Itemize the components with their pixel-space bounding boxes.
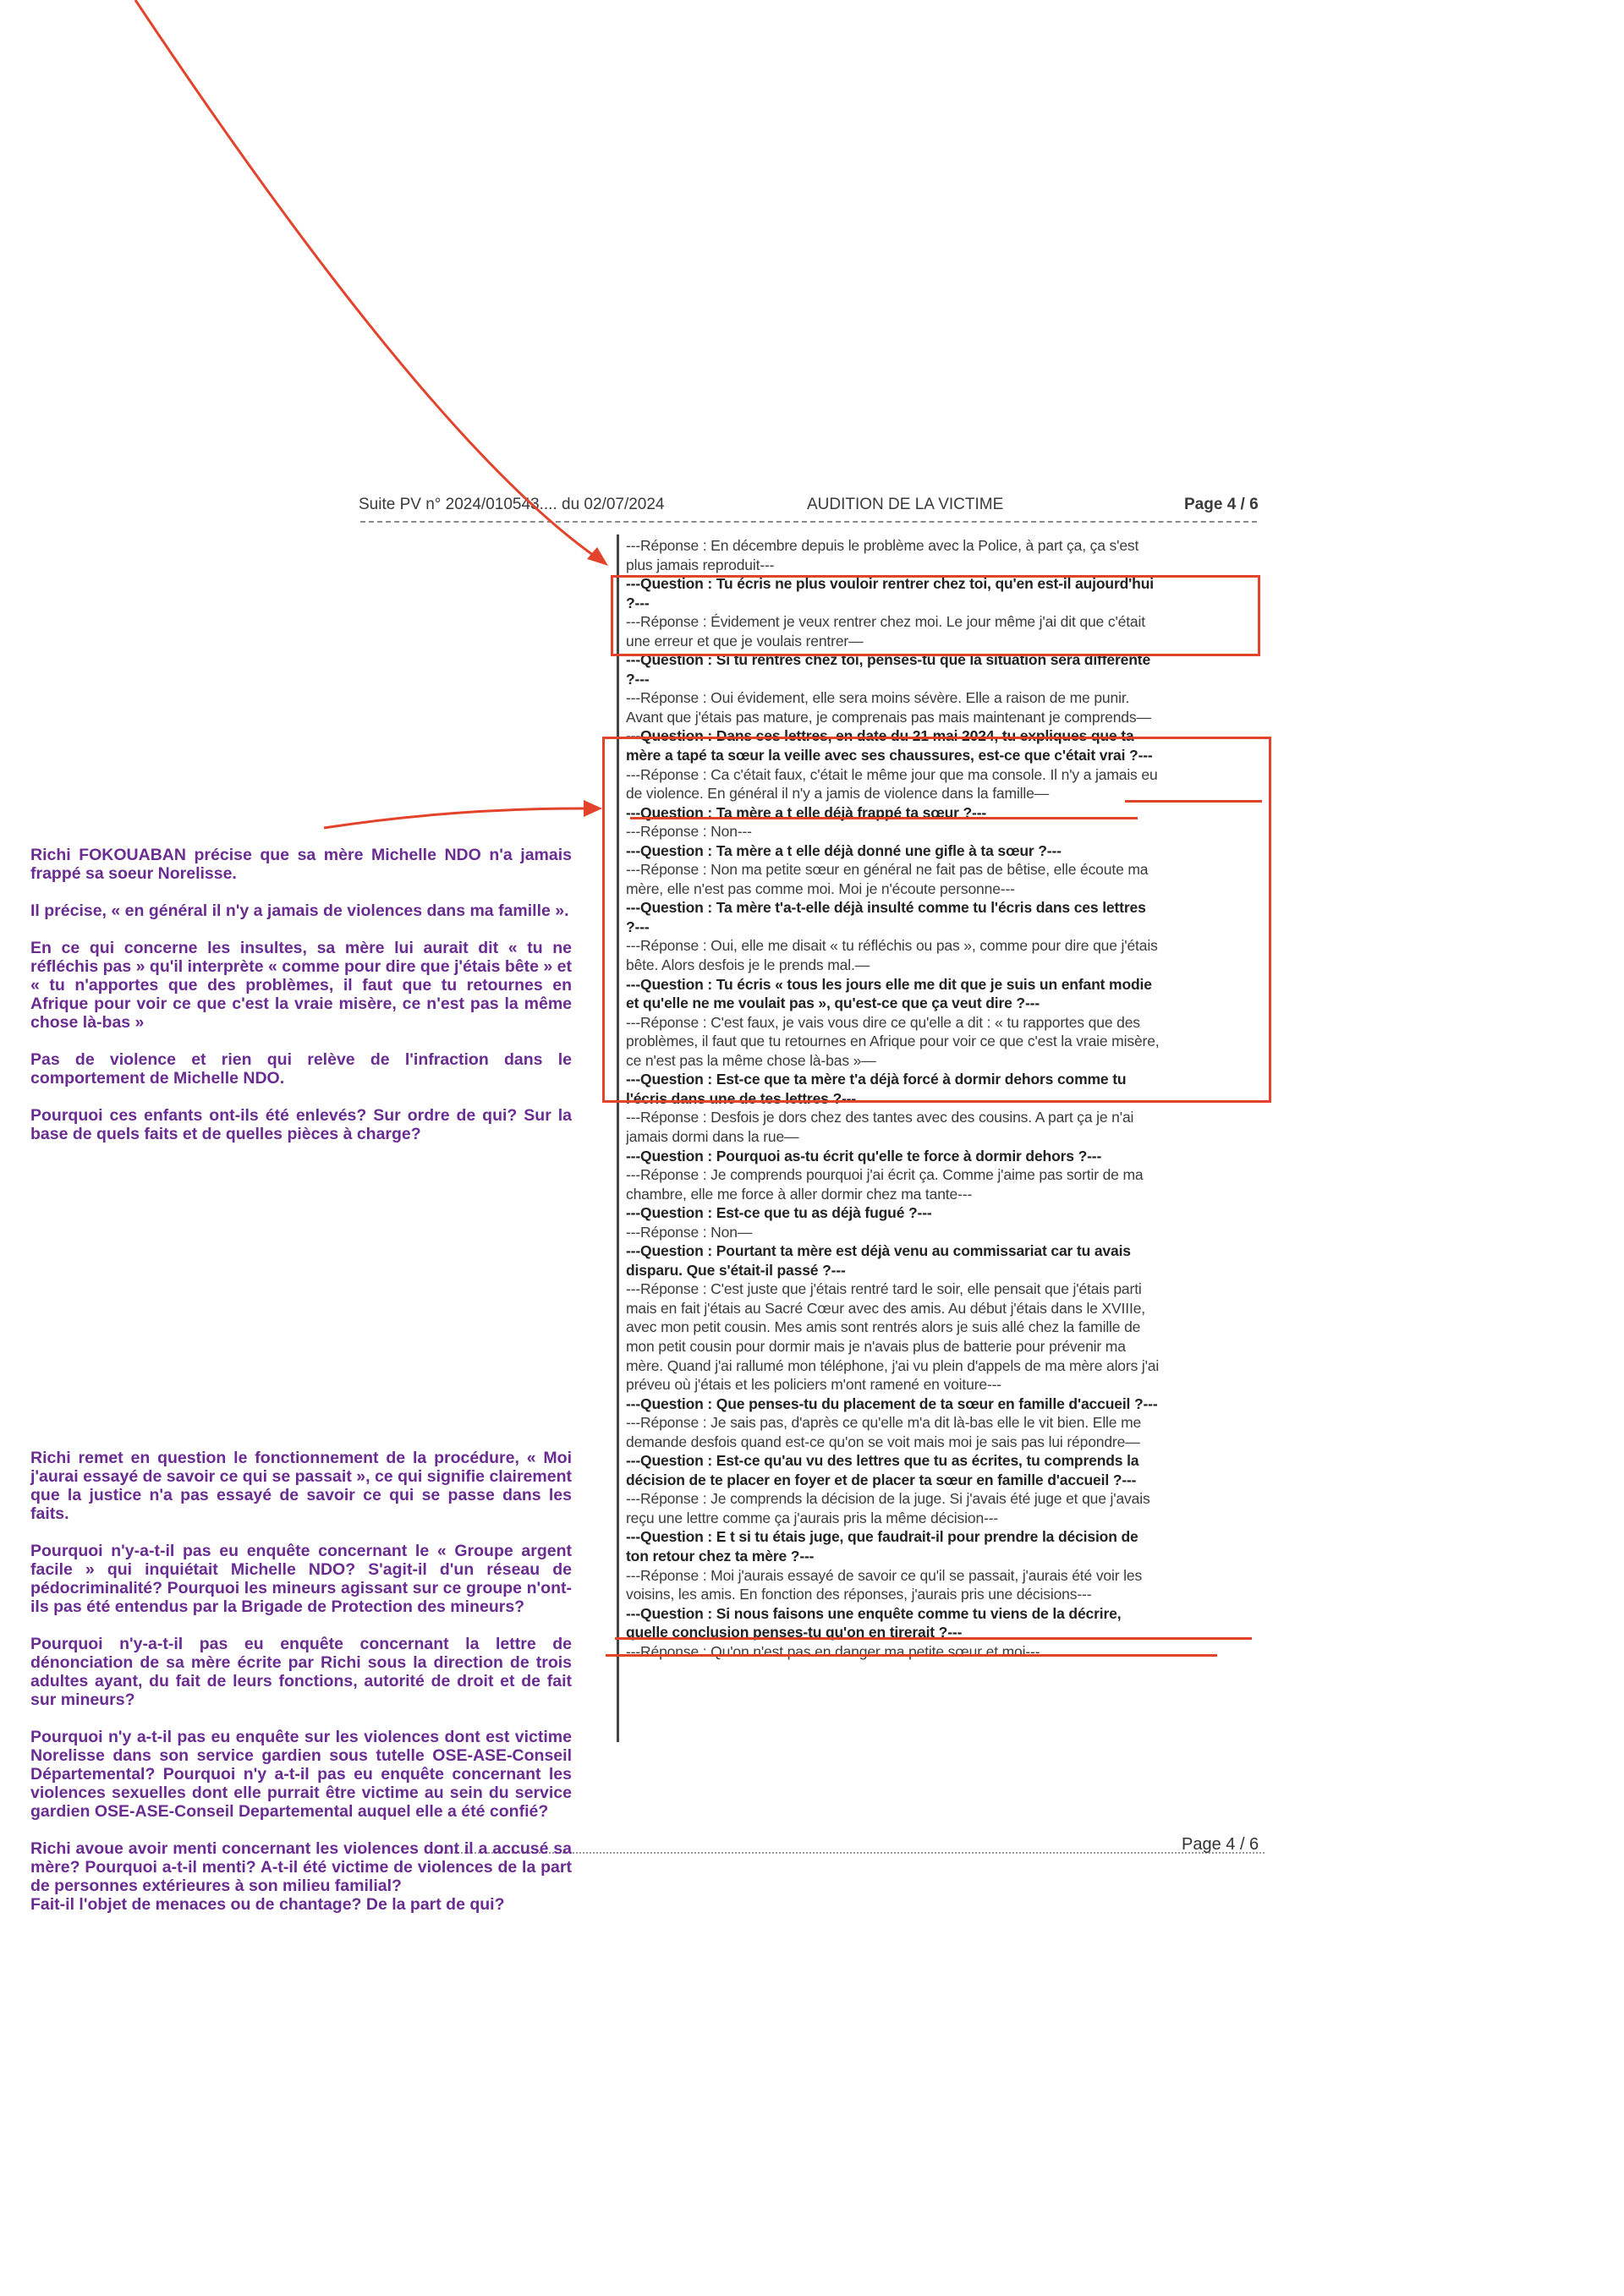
transcript-answer-line: ---Réponse : Je sais pas, d'après ce qu'elle m'a dit là-bas elle le vit bien. Elle me [626, 1414, 1142, 1432]
commentary-paragraph: Pourquoi ces enfants ont-ils été enlevés? Sur ordre de qui? Sur la base de quels faits et de quelles pièces à charge? [30, 1106, 572, 1143]
transcript-question-line: ?--- [626, 670, 650, 688]
transcript-question-line: disparu. Que s'était-il passé ?--- [626, 1261, 846, 1279]
transcript-question-line: ---Question : Pourquoi as-tu écrit qu'elle te force à dormir dehors ?--- [626, 1147, 1102, 1164]
transcript-question-line: ---Question : Ta mère t'a-t-elle déjà insulté comme tu l'écris dans ces lettres [626, 899, 1146, 917]
pv-reference: Suite PV n° 2024/010543.... du 02/07/2024 [359, 496, 665, 513]
transcript-answer-line: plus jamais reproduit--- [626, 556, 775, 573]
transcript-question-line: ---Question : Si nous faisons une enquête comme tu viens de la décrire, [626, 1604, 1122, 1622]
transcript-answer-line: ---Réponse : Qu'on n'est pas en danger ma petite sœur et moi--- [626, 1642, 1040, 1660]
transcript-answer-line: ---Réponse : Je comprends pourquoi j'ai écrit ça. Comme j'aime pas sortir de ma [626, 1166, 1144, 1184]
transcript-answer-line: de violence. En général il n'y a jamis de violence dans la famille— [626, 785, 1050, 803]
transcript-answer-line: une erreur et que je voulais rentrer— [626, 632, 864, 649]
transcript-question-line: décision de te placer en foyer et de placer ta sœur en famille d'accueil ?--- [626, 1471, 1137, 1488]
transcript-question-line: ?--- [626, 594, 650, 611]
commentary-paragraph: Pourquoi n'y a-t-il pas eu enquête sur les violences dont est victime Norelisse dans son service gardien sous tutelle OSE-ASE-Conseil Départemental? Pourquoi n'y a-t-il pas eu enquête concernant les violences sexuelles dont elle purrait être victime au sein du service gardien OSE-ASE-Conseil Departemental auquel elle a été confié? [30, 1728, 572, 1821]
pv-page-number: Page 4 / 6 [1184, 496, 1259, 513]
transcript-answer-line: mère. Quand j'ai rallumé mon téléphone, j'ai vu plein d'appels de ma mère alors j'ai [626, 1356, 1160, 1374]
transcript-answer-line: ---Réponse : Oui évidement, elle sera moins sévère. Elle a raison de me punir. [626, 689, 1130, 707]
transcript-answer-line: avec mon petit cousin. Mes amis sont rentrés alors je suis allé chez la famille de [626, 1318, 1141, 1336]
transcript-question-line: quelle conclusion penses-tu qu'on en tirerait ?--- [626, 1624, 963, 1641]
transcript-answer-line: Avant que j'étais pas mature, je comprenais pas mais maintenant je comprends— [626, 708, 1151, 726]
transcript-question-line: ---Question : Est-ce qu'au vu des lettres que tu as écrites, tu comprends la [626, 1452, 1139, 1470]
red-arrowhead-middle [584, 800, 602, 817]
transcript-question-line: et qu'elle ne me voulait pas », qu'est-ce que ça veut dire ?--- [626, 995, 1040, 1012]
commentary-paragraph: Pas de violence et rien qui relève de l'infraction dans le comportement de Michelle NDO. [30, 1050, 572, 1088]
commentary-paragraph: Richi FOKOUABAN précise que sa mère Michelle NDO n'a jamais frappé sa soeur Norelisse. [30, 846, 572, 883]
transcript-answer-line: bête. Alors desfois je le prends mal.— [626, 956, 870, 974]
commentary-paragraph: Richi remet en question le fonctionnement de la procédure, « Moi j'aurai essayé de savoir ce qui se passait », ce qui signifie clairement que la justice n'a pas essayé de savoir ce qui se passe dans les faits. [30, 1449, 572, 1523]
pv-title: AUDITION DE LA VICTIME [807, 496, 1004, 513]
transcript-answer-line: voisins, les amis. En fonction des réponses, j'aurais pris une décisions--- [626, 1586, 1092, 1603]
transcript-answer-line: ---Réponse : Non— [626, 1223, 753, 1241]
commentary-paragraph: Richi avoue avoir menti concernant les violences dont il a accusé sa mère? Pourquoi a-t-il menti? A-t-il été victime de violences de la part de personnes extérieures à son milieu familial? [30, 1839, 572, 1895]
transcript-answer-line: préveu où j'étais et les policiers m'ont ramené en voiture--- [626, 1376, 1001, 1394]
transcript-answer-line: ---Réponse : Oui, elle me disait « tu réfléchis ou pas », comme pour dire que j'étais [626, 937, 1158, 955]
transcript-question-line: ---Question : Dans ces lettres, en date du 21 mai 2024, tu expliques que ta [626, 727, 1134, 745]
transcript-question-line: ---Question : Ta mère a t elle déjà frappé ta sœur ?--- [626, 803, 987, 821]
transcript-answer-line: ---Réponse : Je comprends la décision de la juge. Si j'avais été juge et que j'avais [626, 1490, 1150, 1508]
transcript-answer-line: ---Réponse : Ca c'était faux, c'était le même jour que ma console. Il n'y a jamais eu [626, 765, 1158, 783]
transcript-question-line: ---Question : Tu écris ne plus vouloir rentrer chez toi, qu'en est-il aujourd'hui [626, 575, 1154, 593]
commentary-paragraph: Pourquoi n'y-a-t-il pas eu enquête concernant la lettre de dénonciation de sa mère écrite par Richi sous la direction de trois adultes ayant, du fait de leurs fonctions, autorité de droit et de fait sur mineurs? [30, 1635, 572, 1709]
transcript-question-line: ---Question : Que penses-tu du placement de ta sœur en famille d'accueil ?--- [626, 1395, 1158, 1412]
transcript-question-line: ---Question : Tu écris « tous les jours elle me dit que je suis un enfant modie [626, 975, 1152, 993]
transcript-question-line: mère a tapé ta sœur la veille avec ses chaussures, est-ce que c'était vrai ?--- [626, 747, 1153, 764]
red-arrow-middle [324, 808, 594, 828]
transcript-answer-line: reçu une lettre comme ça j'aurais pris la même décision--- [626, 1509, 999, 1526]
transcript-answer-line: mais en fait j'étais au Sacré Cœur avec des amis. Au début j'étais dans le XVIIIe, [626, 1299, 1145, 1317]
transcript-answer-line: ---Réponse : Évidement je veux rentrer chez moi. Le jour même j'ai dit que c'était [626, 613, 1145, 631]
transcript-question-line: ---Question : Pourtant ta mère est déjà venu au commissariat car tu avais [626, 1242, 1131, 1260]
transcript-answer-line: chambre, elle me force à aller dormir chez ma tante--- [626, 1185, 973, 1203]
transcript-question-line: ---Question : E t si tu étais juge, que faudrait-il pour prendre la décision de [626, 1528, 1138, 1546]
transcript-answer-line: mère, elle n'est pas comme moi. Moi je n'écoute personne--- [626, 879, 1015, 897]
transcript-answer-line: problèmes, il faut que tu retournes en Afrique pour voir ce que c'est la vraie misère, [626, 1033, 1160, 1050]
red-arrow-top [135, 0, 602, 562]
transcript-answer-line: jamais dormi dans la rue— [626, 1127, 799, 1145]
transcript-question-line: ?--- [626, 918, 650, 935]
transcript-answer-line: ---Réponse : Non ma petite sœur en général ne fait pas de bêtise, elle écoute ma [626, 861, 1149, 879]
commentary-paragraph: Pourquoi n'y-a-t-il pas eu enquête concernant le « Groupe argent facile » qui inquiétait Michelle NDO? S'agit-il d'un réseau de pédocriminalité? Pourquoi les mineurs agissant sur ce groupe n'ont-ils pas été entendus par la Brigade de Protection des mineurs? [30, 1542, 572, 1616]
commentary-paragraph: Il précise, « en général il n'y a jamais de violences dans ma famille ». [30, 901, 569, 920]
transcript-answer-line: ---Réponse : C'est juste que j'étais rentré tard le soir, elle pensait que j'étais parti [626, 1280, 1142, 1298]
commentary-paragraph: Fait-il l'objet de menaces ou de chantage? De la part de qui? [30, 1895, 505, 1914]
footer-page-number: Page 4 / 6 [1182, 1835, 1259, 1854]
transcript-answer-line: ---Réponse : Desfois je dors chez des tantes avec des cousins. A part ça je n'ai [626, 1109, 1134, 1126]
transcript-answer-line: ---Réponse : C'est faux, je vais vous dire ce qu'elle a dit : « tu rapportes que des [626, 1013, 1140, 1031]
transcript-question-line: ---Question : Ta mère a t elle déjà donné une gifle à ta sœur ?--- [626, 841, 1062, 859]
transcript-answer-line: ---Réponse : Moi j'aurais essayé de savoir ce qu'il se passait, j'aurais été voir les [626, 1566, 1143, 1584]
transcript-question-line: ---Question : Si tu rentres chez toi, penses-tu que la situation sera différente [626, 651, 1151, 669]
transcript-question-line: ---Question : Est-ce que ta mère t'a déjà forcé à dormir dehors comme tu [626, 1071, 1127, 1088]
red-arrowhead-top [587, 547, 608, 566]
commentary-paragraph: En ce qui concerne les insultes, sa mère lui aurait dit « tu ne réfléchis pas » qu'il interprète « comme pour dire que j'étais bête » et « tu n'apportes que des problèmes, il faut que tu retournes en Afrique pour voir ce que c'est la vraie misère, ce n'est pas la même chose là-bas » [30, 939, 572, 1032]
transcript-answer-line: ce n'est pas la même chose là-bas »— [626, 1051, 876, 1069]
transcript-answer-line: ---Réponse : Non--- [626, 823, 752, 841]
transcript-answer-line: demande desfois quand est-ce qu'on se voit mais moi je sais pas lui répondre— [626, 1433, 1140, 1450]
transcript-answer-line: ---Réponse : En décembre depuis le problème avec la Police, à part ça, ça s'est [626, 537, 1139, 554]
transcript-question-line: ton retour chez ta mère ?--- [626, 1547, 815, 1564]
transcript-answer-line: mon petit cousin pour dormir mais je n'avais plus de batterie pour prévenir ma [626, 1337, 1126, 1355]
transcript-question-line: ---Question : Est-ce que tu as déjà fugué ?--- [626, 1204, 932, 1222]
transcript-question-line: l'écris dans une de tes lettres ?--- [626, 1089, 857, 1107]
